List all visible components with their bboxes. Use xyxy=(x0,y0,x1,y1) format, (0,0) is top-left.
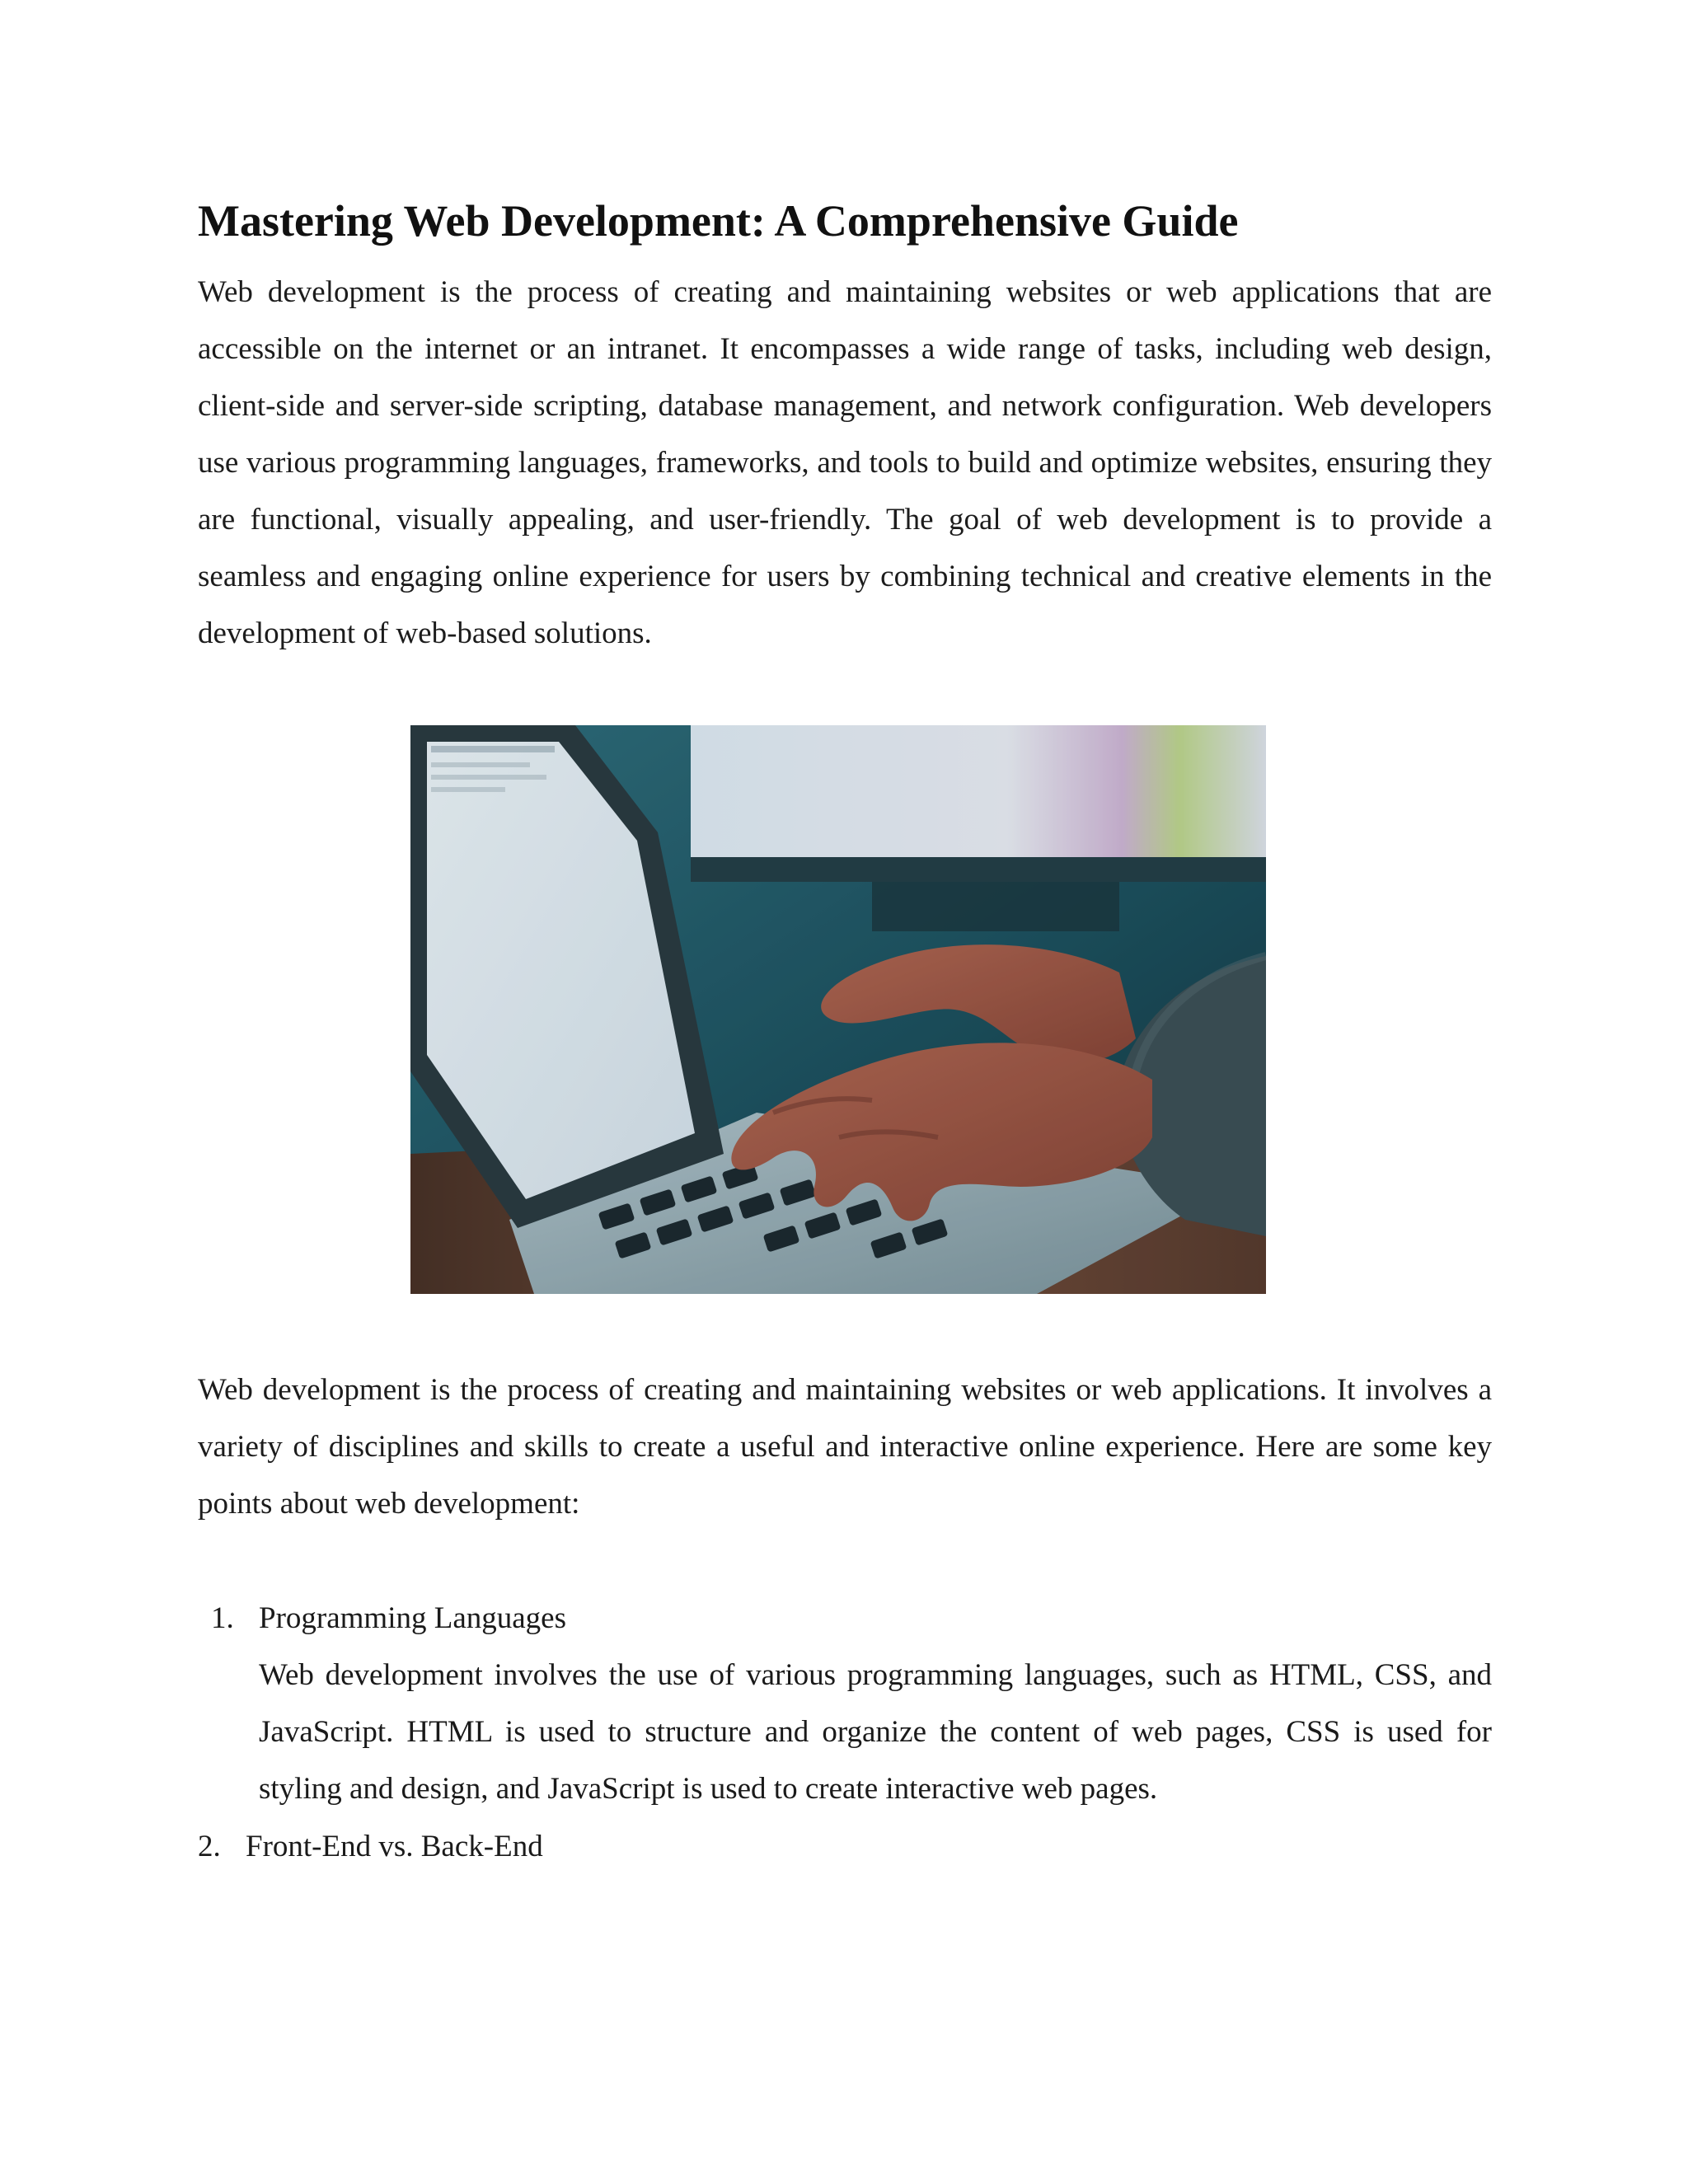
list-item-number: 2. xyxy=(198,1830,221,1863)
laptop-typing-photo xyxy=(410,725,1266,1294)
intro-paragraph: Web development is the process of creating and maintaining websites or web applications that are accessible on the internet or an intranet. It encompasses a wide range of tasks, including web design, client-side and server-side scripting, database management, and network configuration. Web developers use various programming languages, frameworks, and tools to build and optimize websites, ensuring they are functional, visually appealing, and user-friendly. The goal of web development is to provide a seamless and engaging online experience for users by combining technical and creative elements in the development of web-based solutions. xyxy=(198,275,1492,650)
second-paragraph: Web development is the process of creating and maintaining websites or web applications. It involves a variety of disciplines and skills to create a useful and interactive online experience. Here are some key points about web development: xyxy=(198,1373,1492,1521)
list-item-title: Front-End vs. Back-End xyxy=(246,1830,543,1863)
page-title: Mastering Web Development: A Comprehensive Guide xyxy=(198,196,1239,246)
list-item-body: Web development involves the use of various programming languages, such as HTML, CSS, and JavaScript. HTML is used to structure and organize the content of web pages, CSS is used for styling and design, and JavaScript is used to create interactive web pages. xyxy=(259,1658,1492,1806)
list-item-number: 1. xyxy=(211,1601,234,1635)
list-item-title: Programming Languages xyxy=(259,1601,566,1635)
